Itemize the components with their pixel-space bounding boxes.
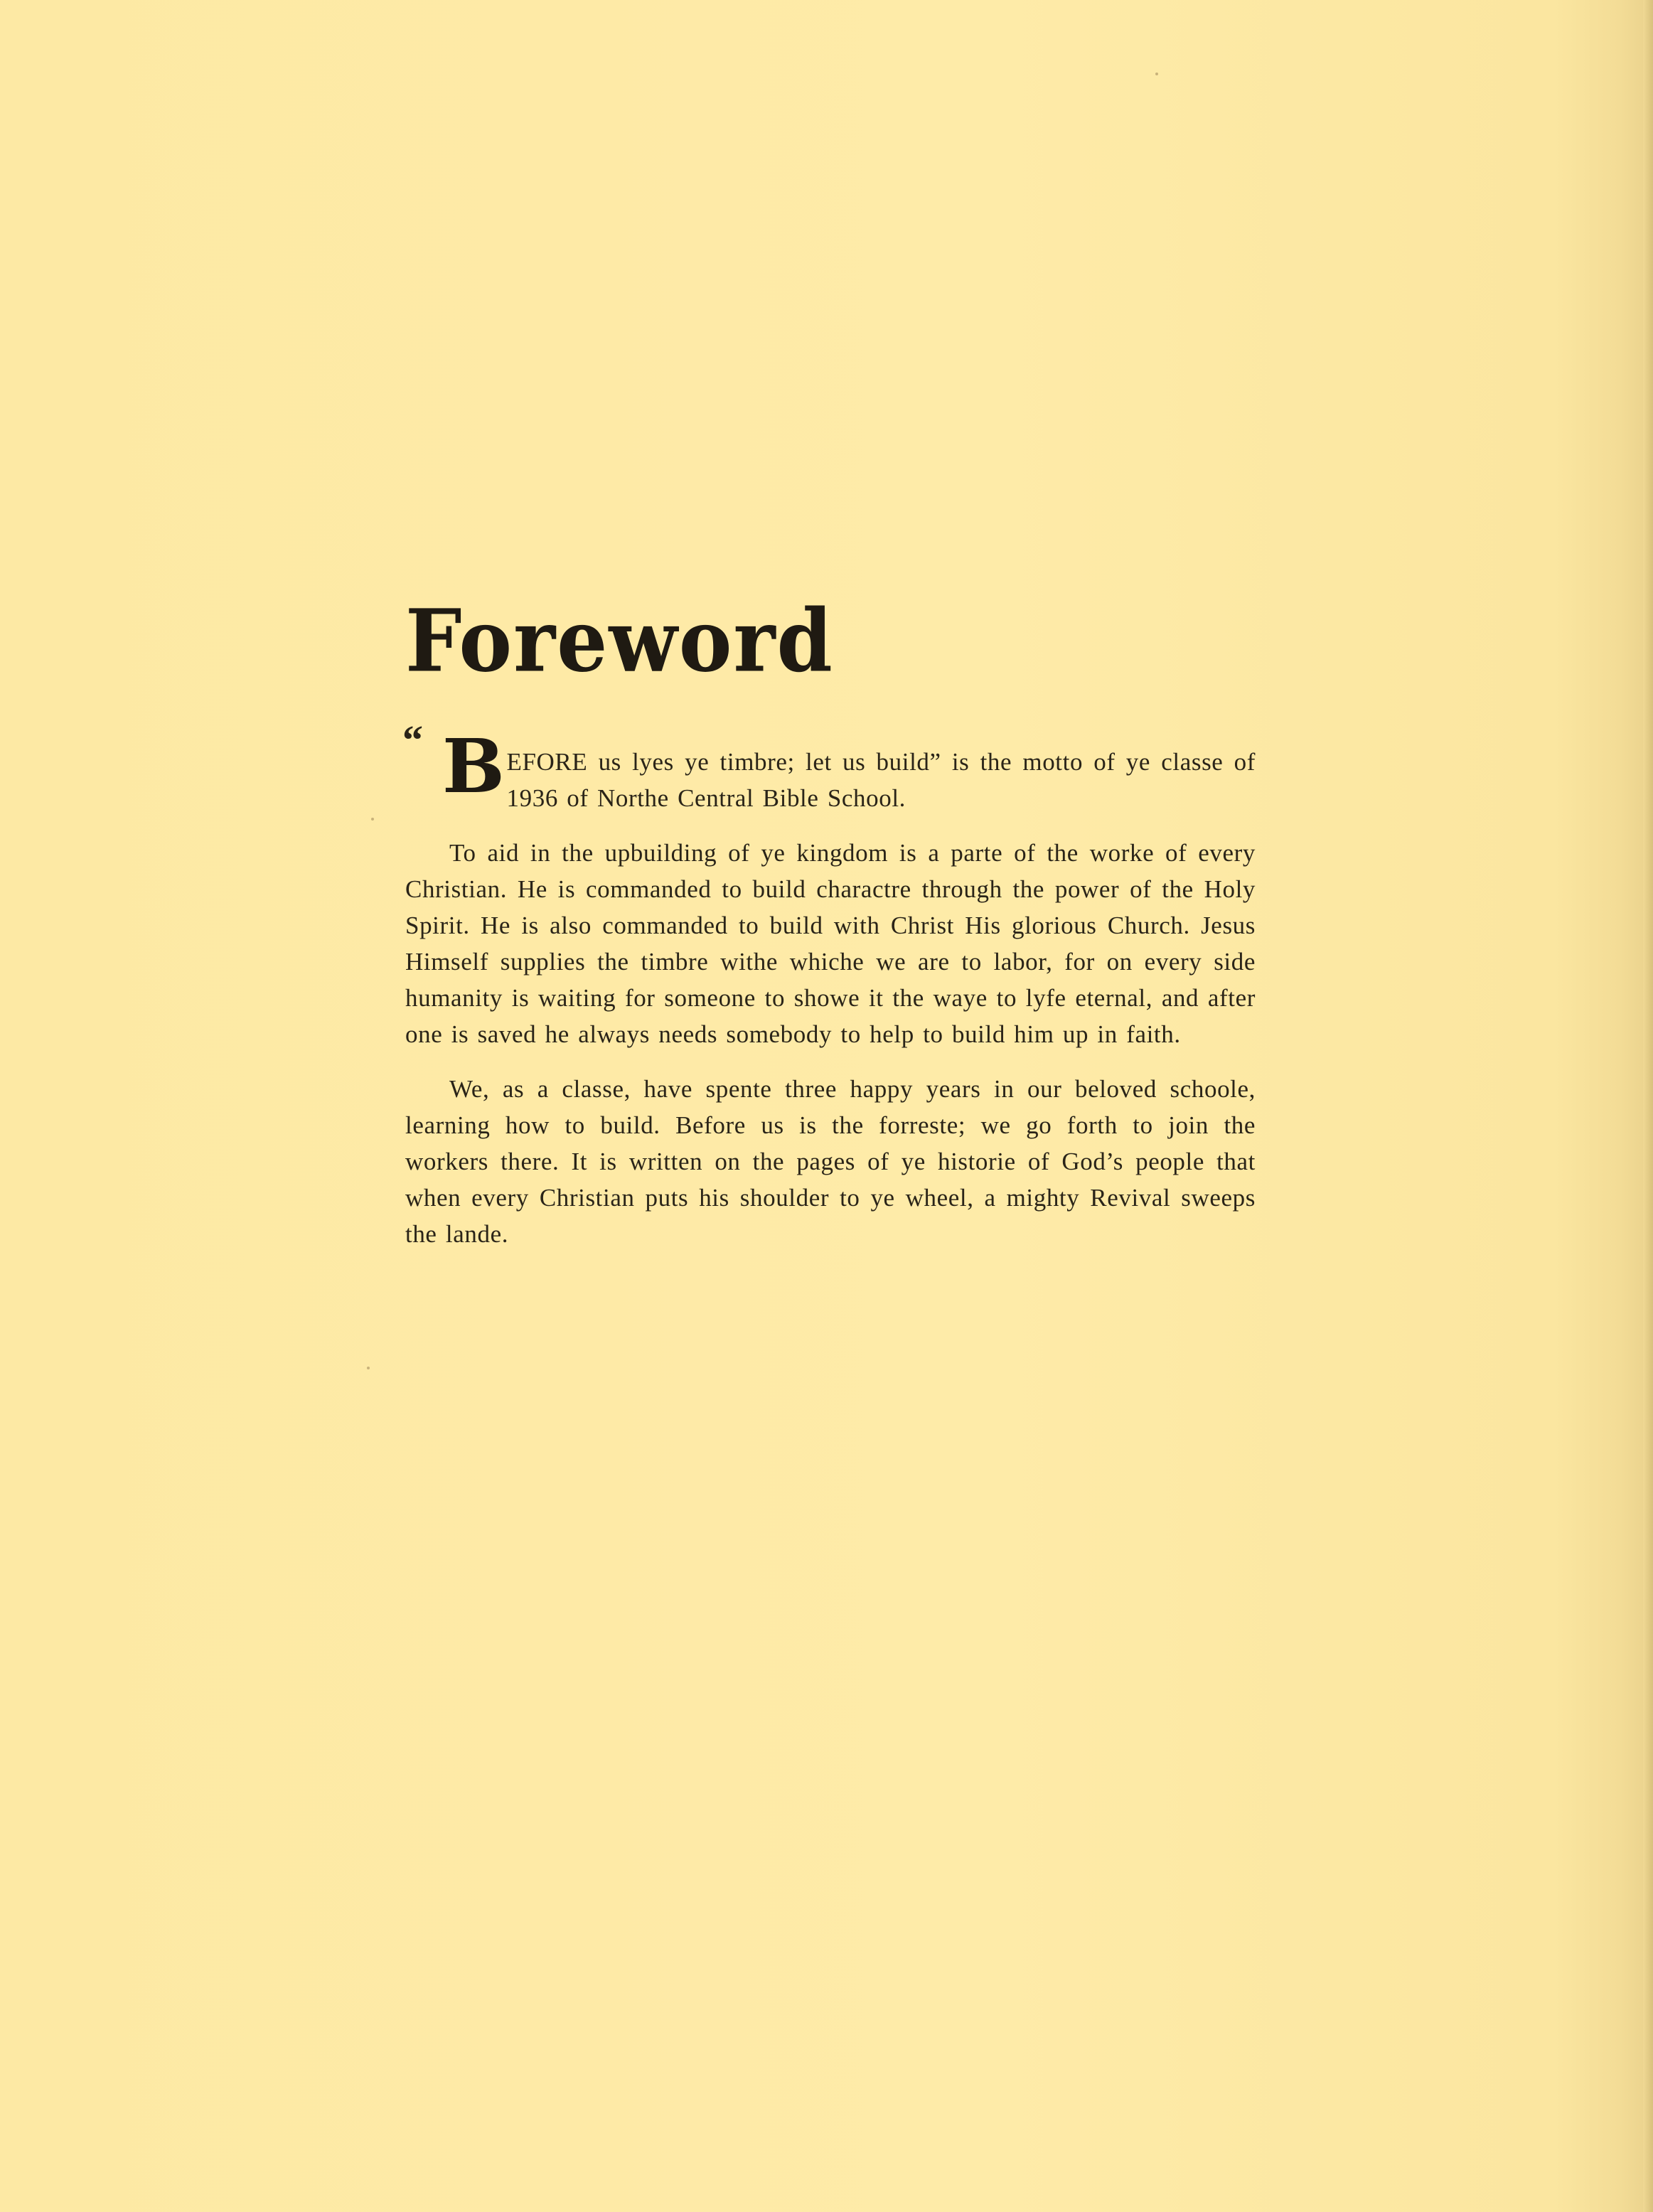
paragraph-1 <box>402 717 1256 816</box>
foreword-section <box>402 591 1256 1252</box>
paper-speck <box>1155 73 1158 75</box>
paragraph-3: We, as a classe, have spente three happy years in our beloved schoole, learning how to build. Before us is the forreste; we go forth to join the workers there. It is written on the pages of ye historie of God’s people that when every Christian puts his shoulder to ye wheel, a mighty Revival sweeps the lande. <box>405 1075 1256 1248</box>
paper-speck <box>371 818 374 821</box>
paragraph-1-text: us lyes ye timbre; let us build” is the motto of ye classe of 1936 of Northe Central Bible School. <box>506 748 1256 812</box>
paragraph-2: To aid in the upbuilding of ye kingdom is a parte of the worke of every Christian. He is commanded to build charactre through the power of the Holy Spirit. He is also commanded to build with Christ His glorious Church. Jesus Himself supplies the timbre withe whiche we are to labor, for on every side humanity is waiting for someone to showe it the waye to lyfe eternal, and after one is saved he always needs somebody to help to build him up in faith. <box>405 839 1256 1048</box>
opening-quote: “ <box>402 717 424 763</box>
paper-speck <box>367 1367 370 1369</box>
page-edge <box>1643 0 1653 2212</box>
page-title: Foreword <box>405 591 834 692</box>
lead-word: EFORE <box>506 748 588 776</box>
drop-cap: B <box>442 722 505 810</box>
